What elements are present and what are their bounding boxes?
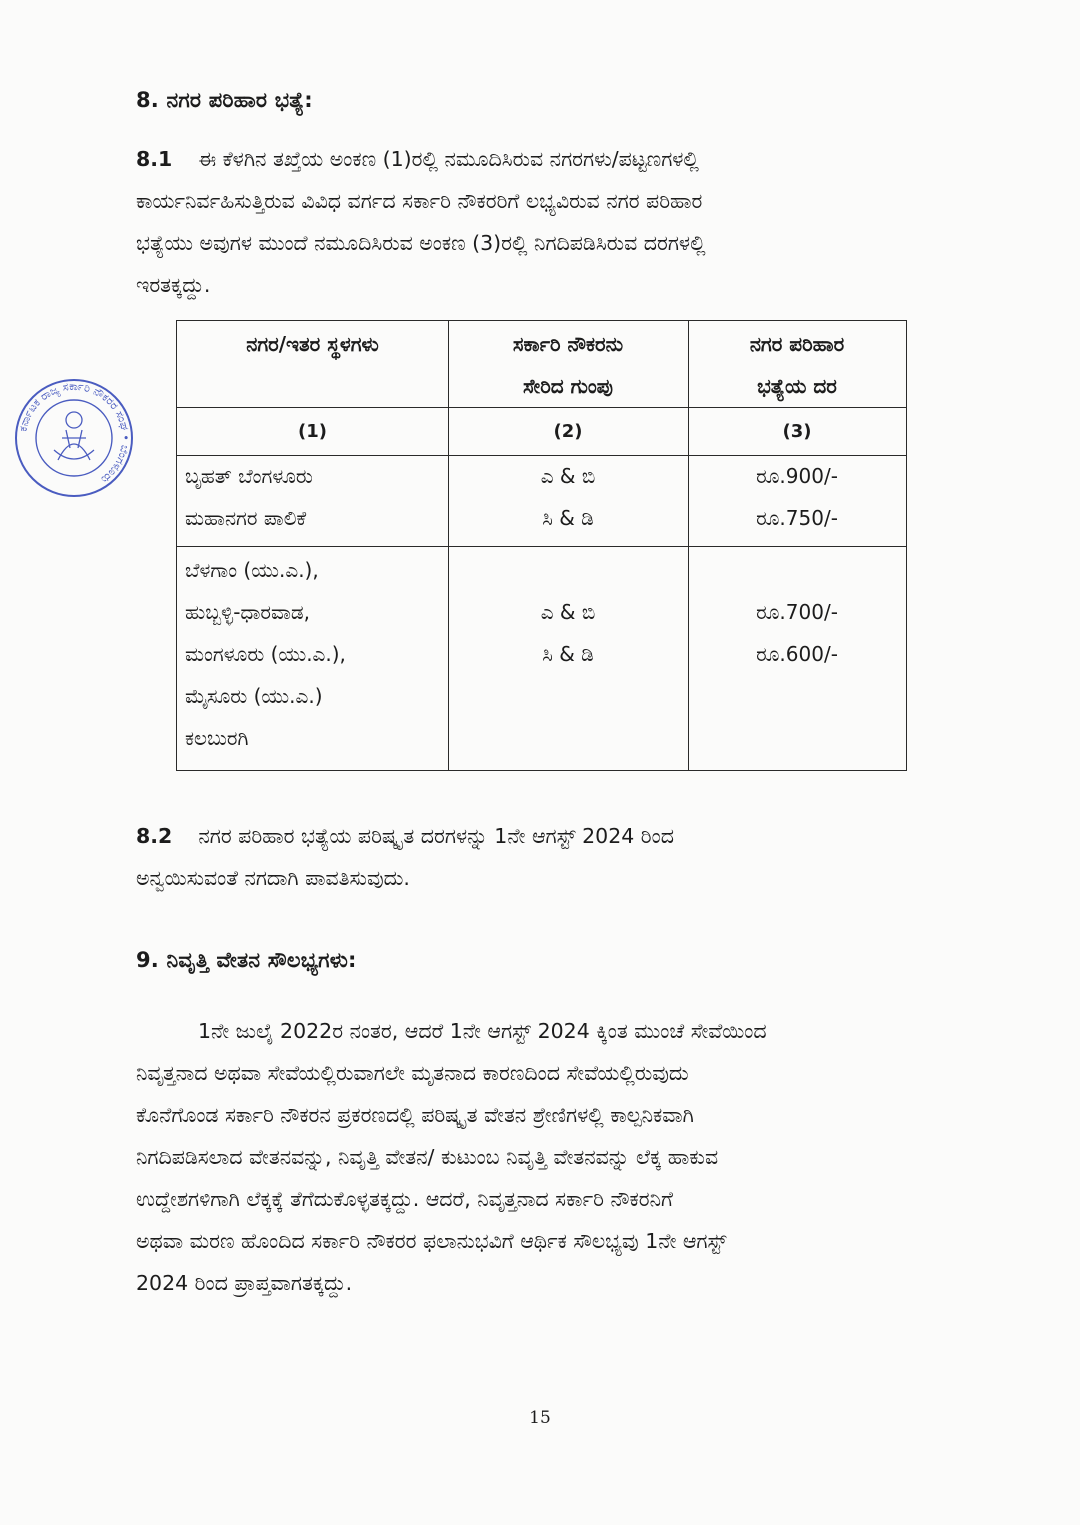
paragraph-number: 8.2 <box>136 824 173 848</box>
text-line: ಅಥವಾ ಮರಣ ಹೊಂದಿದ ಸರ್ಕಾರಿ ನೌಕರರ ಫಲಾನುಭವಿಗೆ ಆರ್ಥಿಕ ಸೌಲಭ್ಯವು 1ನೇ ಆಗಸ್ಟ್ <box>136 1229 727 1253</box>
table-header-rate: ನಗರ ಪರಿಹಾರ ಭತ್ಯೆಯ ದರ <box>749 332 845 398</box>
table-row-1-groups: ಎ & ಬಿ ಸಿ & ಡಿ <box>540 464 596 530</box>
column-number: (3) <box>782 421 812 442</box>
section-8-heading: 8. ನಗರ ಪರಿಹಾರ ಭತ್ಯೆ: <box>136 88 313 112</box>
text-line: ಕೊನೆಗೊಂಡ ಸರ್ಕಾರಿ ನೌಕರನ ಪ್ರಕರಣದಲ್ಲಿ ಪರಿಷ್ಕೃತ ವೇತನ ಶ್ರೇಣಿಗಳಲ್ಲಿ ಕಾಲ್ಪನಿಕವಾಗಿ <box>136 1103 694 1127</box>
paragraph-number: 8.1 <box>136 147 173 171</box>
column-number: (2) <box>553 421 583 442</box>
text-line: ಇರತಕ್ಕದ್ದು. <box>136 273 211 297</box>
table-row-2-places: ಬೆಳಗಾಂ (ಯು.ಎ.), ಹುಬ್ಬಳ್ಳಿ-ಧಾರವಾಡ, ಮಂಗಳೂರು (ಯು.ಎ.), ಮೈಸೂರು (ಯು.ಎ.) ಕಲಬುರಗಿ <box>185 558 346 750</box>
text-line: ಅನ್ವಯಿಸುವಂತೆ ನಗದಾಗಿ ಪಾವತಿಸುವುದು. <box>136 866 410 890</box>
table-row-1-places: ಬೃಹತ್ ಬೆಂಗಳೂರು ಮಹಾನಗರ ಪಾಲಿಕೆ <box>185 464 313 530</box>
paragraph-8-1 <box>136 138 950 306</box>
association-seal-stamp <box>14 368 134 508</box>
text-line: 2024 ರಿಂದ ಪ್ರಾಪ್ತವಾಗತಕ್ಕದ್ದು. <box>136 1271 353 1295</box>
text-line: ನಗರ ಪರಿಹಾರ ಭತ್ಯೆಯ ಪರಿಷ್ಕೃತ ದರಗಳನ್ನು 1ನೇ ಆಗಸ್ಟ್ 2024 ರಿಂದ <box>198 824 674 848</box>
table-row-1-rates: ರೂ.900/- ರೂ.750/- <box>756 464 838 530</box>
table-header-group: ಸರ್ಕಾರಿ ನೌಕರನು ಸೇರಿದ ಗುಂಪು <box>512 332 624 398</box>
page-number: 15 <box>529 1408 551 1428</box>
text-line: ಉದ್ದೇಶಗಳಿಗಾಗಿ ಲೆಕ್ಕಕ್ಕೆ ತೆಗೆದುಕೊಳ್ಳತಕ್ಕದ್ದು. ಆದರೆ, ನಿವೃತ್ತನಾದ ಸರ್ಕಾರಿ ನೌಕರನಿಗೆ <box>136 1187 673 1211</box>
text-line: ಭತ್ಯೆಯು ಅವುಗಳ ಮುಂದೆ ನಮೂದಿಸಿರುವ ಅಂಕಣ (3)ರಲ್ಲಿ ನಿಗದಿಪಡಿಸಿರುವ ದರಗಳಲ್ಲಿ <box>136 231 706 255</box>
allowance-rate-table <box>176 320 907 771</box>
text-line: ನಿಗದಿಪಡಿಸಲಾದ ವೇತನವನ್ನು, ನಿವೃತ್ತಿ ವೇತನ/ ಕುಟುಂಬ ನಿವೃತ್ತಿ ವೇತನವನ್ನು ಲೆಕ್ಕ ಹಾಕುವ <box>136 1145 719 1169</box>
column-number: (1) <box>298 421 327 442</box>
text-line: 1ನೇ ಜುಲೈ 2022ರ ನಂತರ, ಆದರೆ 1ನೇ ಆಗಸ್ಟ್ 2024 ಕ್ಕಿಂತ ಮುಂಚೆ ಸೇವೆಯಿಂದ <box>198 1019 767 1043</box>
table-row-2-groups: ಎ & ಬಿ ಸಿ & ಡಿ <box>540 600 596 666</box>
text-line: ಈ ಕೆಳಗಿನ ತಖ್ತೆಯ ಅಂಕಣ (1)ರಲ್ಲಿ ನಮೂದಿಸಿರುವ ನಗರಗಳು/ಪಟ್ಟಣಗಳಲ್ಲಿ <box>198 147 699 171</box>
table-row-2-rates: ರೂ.700/- ರೂ.600/- <box>756 600 838 666</box>
text-line: ಕಾರ್ಯನಿರ್ವಹಿಸುತ್ತಿರುವ ವಿವಿಧ ವರ್ಗದ ಸರ್ಕಾರಿ ನೌಕರರಿಗೆ ಲಭ್ಯವಿರುವ ನಗರ ಪರಿಹಾರ <box>136 189 703 213</box>
paragraph-9 <box>136 1010 950 1304</box>
section-9-heading: 9. ನಿವೃತ್ತಿ ವೇತನ ಸೌಲಭ್ಯಗಳು: <box>136 948 357 972</box>
table-header-places: ನಗರ/ಇತರ ಸ್ಥಳಗಳು <box>246 332 379 356</box>
seal-arc-text: ಕರ್ನಾಟಕ ರಾಜ್ಯ ಸರ್ಕಾರಿ ನೌಕರರ ಸಂಘ • ಬೆಂಗಳೂರು <box>16 379 133 487</box>
text-line: ನಿವೃತ್ತನಾದ ಅಥವಾ ಸೇವೆಯಲ್ಲಿರುವಾಗಲೇ ಮೃತನಾದ ಕಾರಣದಿಂದ ಸೇವೆಯಲ್ಲಿರುವುದು <box>136 1061 689 1085</box>
paragraph-8-2 <box>136 815 950 899</box>
